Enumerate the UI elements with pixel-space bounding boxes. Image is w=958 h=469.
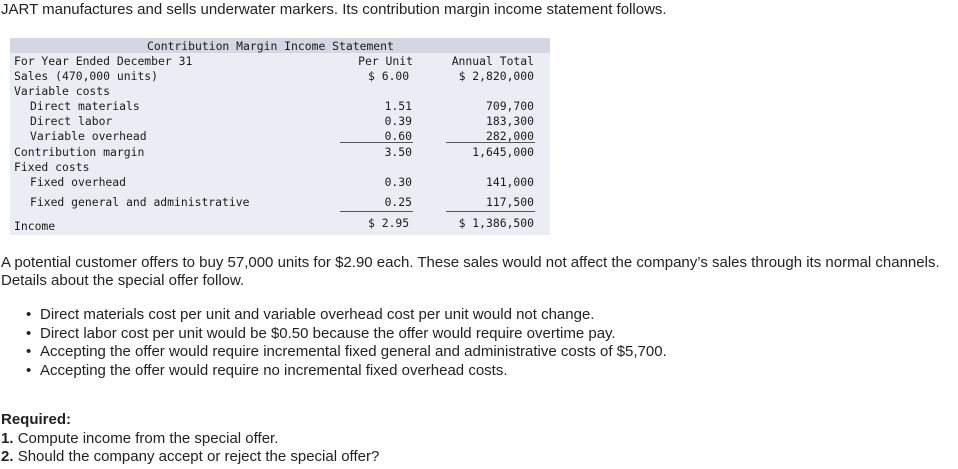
required-item: [1, 448, 379, 467]
list-item: • Accepting the offer would require no incremental fixed overhead costs.: [40, 362, 667, 381]
row-label: Fixed general and administrative: [30, 195, 250, 209]
row-label: Fixed costs: [14, 160, 90, 174]
row-unit: $ 6.00: [368, 69, 410, 83]
list-item: • Accepting the offer would require incremental fixed general and administrative costs of $5,700.: [40, 343, 667, 362]
row-total: $ 1,386,500: [458, 216, 534, 230]
subtotal-rule: [446, 211, 535, 212]
row-label: Direct materials: [30, 99, 140, 113]
row-total: 1,645,000: [472, 145, 534, 159]
required-item: [1, 430, 379, 449]
offer-paragraph: A potential customer offers to buy 57,000 units for $2.90 each. These sales would not affect the company’s sales through its normal channels. Details about the special offer follow.: [1, 254, 940, 289]
row-unit: 3.50: [384, 145, 412, 159]
income-statement: [10, 38, 550, 235]
annual-total-header: Annual Total: [451, 54, 534, 68]
row-total: $ 2,820,000: [458, 69, 534, 83]
list-item: • Direct labor cost per unit would be $0.50 because the offer would require overtime pay.: [40, 325, 667, 344]
row-label: Variable overhead: [30, 129, 147, 143]
row-unit: 0.60: [384, 129, 412, 143]
row-unit: 0.39: [384, 114, 412, 128]
row-unit: $ 2.95: [368, 216, 410, 230]
required-section: [1, 411, 379, 467]
row-total: 141,000: [485, 175, 534, 189]
list-item: • Direct materials cost per unit and variable overhead cost per unit would not change.: [40, 306, 667, 325]
required-item-text: Compute income from the special offer.: [17, 429, 279, 447]
required-item-number: 2.: [1, 448, 14, 465]
row-total: 117,500: [485, 195, 534, 209]
required-heading: Required:: [1, 411, 72, 428]
per-unit-header: Per Unit: [358, 54, 413, 68]
offer-details-list: [40, 306, 667, 381]
required-item-text: Should the company accept or reject the special offer?: [17, 448, 380, 465]
row-label: Direct labor: [30, 114, 113, 128]
intro-text: JART manufactures and sells underwater markers. Its contribution margin income statement follows.: [1, 1, 667, 18]
required-item-number: 1.: [1, 429, 14, 447]
row-unit: 1.51: [384, 99, 412, 113]
row-label: Contribution margin: [14, 145, 145, 159]
row-total: 282,000: [485, 129, 534, 143]
row-label: Income: [14, 219, 56, 233]
subtotal-rule: [340, 211, 413, 212]
row-unit: 0.25: [384, 195, 412, 209]
row-label: Sales (470,000 units): [14, 69, 159, 83]
row-total: 709,700: [485, 99, 534, 113]
row-total: 183,300: [485, 114, 534, 128]
period-label: For Year Ended December 31: [14, 54, 193, 68]
statement-title: Contribution Margin Income Statement: [147, 39, 394, 53]
subtotal-rule: [340, 142, 413, 143]
row-unit: 0.30: [384, 175, 412, 189]
row-label: Variable costs: [14, 84, 111, 98]
subtotal-rule: [446, 142, 535, 143]
row-label: Fixed overhead: [30, 175, 127, 189]
